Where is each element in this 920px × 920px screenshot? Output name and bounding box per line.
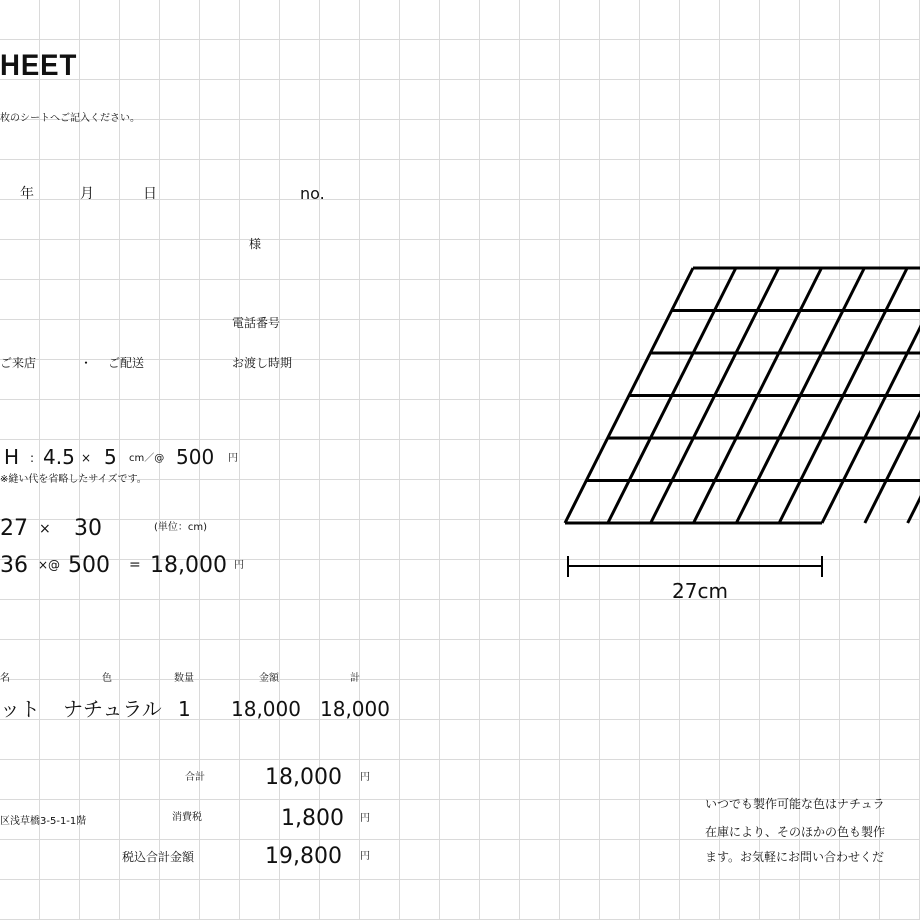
store-visit-option: ご来店 bbox=[0, 356, 37, 370]
block-count-value: 36 bbox=[0, 553, 28, 578]
size-colon: : bbox=[30, 451, 35, 465]
grand-total-value: 19,800 bbox=[265, 844, 342, 869]
handover-label: お渡し時期 bbox=[232, 356, 293, 370]
dims-times: × bbox=[39, 521, 51, 537]
row-amount: 18,000 bbox=[231, 697, 301, 721]
subtotal-yen: 円 bbox=[360, 772, 370, 783]
calc-unit-price: 500 bbox=[68, 553, 110, 578]
header-name: 名 bbox=[0, 673, 10, 684]
instruction-text: 枚のシートへご記入ください。 bbox=[0, 113, 140, 124]
shipping-option: ご配送 bbox=[108, 356, 145, 370]
size-times: × bbox=[81, 451, 92, 465]
size-unit: cm／@ bbox=[129, 453, 165, 464]
total-height-value: 30 bbox=[74, 516, 102, 541]
calc-total: 18,000 bbox=[150, 553, 227, 578]
month-label: 月 bbox=[80, 186, 94, 202]
day-label: 日 bbox=[143, 186, 157, 202]
subtotal-value: 18,000 bbox=[265, 765, 342, 790]
block-width-value: 4.5 bbox=[43, 445, 75, 469]
page-title: HEET bbox=[0, 49, 78, 82]
row-color: ナチュラル bbox=[63, 697, 162, 721]
subtotal-label: 合計 bbox=[185, 772, 205, 783]
tax-label: 消費税 bbox=[172, 812, 202, 823]
total-width-value: 27 bbox=[0, 516, 28, 541]
row-qty: 1 bbox=[178, 697, 191, 721]
size-yen: 円 bbox=[228, 453, 238, 464]
seam-allowance-note: ※縫い代を省略したサイズです。 bbox=[0, 474, 147, 485]
header-color: 色 bbox=[102, 673, 112, 684]
year-label: 年 bbox=[20, 186, 34, 202]
option-separator: ・ bbox=[80, 356, 93, 370]
block-unit-price: 500 bbox=[176, 445, 215, 469]
block-height-value: 5 bbox=[104, 445, 117, 469]
dimension-label: 27cm bbox=[672, 579, 728, 603]
grand-total-label: 税込合計金額 bbox=[122, 850, 195, 864]
calc-equals: = bbox=[129, 557, 141, 573]
calc-times-at: ×@ bbox=[38, 558, 61, 572]
note-line-2: 在庫により、そのほかの色も製作 bbox=[705, 825, 886, 839]
grand-total-yen: 円 bbox=[360, 851, 370, 862]
header-qty: 数量 bbox=[174, 673, 194, 684]
phone-label: 電話番号 bbox=[232, 316, 281, 330]
number-label: no. bbox=[300, 184, 325, 203]
size-prefix: H bbox=[4, 445, 20, 469]
header-sum: 計 bbox=[350, 673, 360, 684]
tax-yen: 円 bbox=[360, 813, 370, 824]
row-product-name: ット bbox=[0, 697, 40, 721]
shop-address: 区浅草橋3-5-1-1階 bbox=[0, 816, 87, 827]
tax-value: 1,800 bbox=[281, 806, 344, 831]
note-line-1: いつでも製作可能な色はナチュラ bbox=[705, 797, 885, 811]
header-amount: 金額 bbox=[259, 673, 279, 684]
note-line-3: ます。お気軽にお問い合わせくだ bbox=[705, 850, 885, 864]
calc-yen: 円 bbox=[234, 560, 244, 571]
unit-note: (単位：cm) bbox=[154, 522, 208, 533]
sama-label: 様 bbox=[249, 237, 262, 251]
row-sum: 18,000 bbox=[320, 697, 390, 721]
